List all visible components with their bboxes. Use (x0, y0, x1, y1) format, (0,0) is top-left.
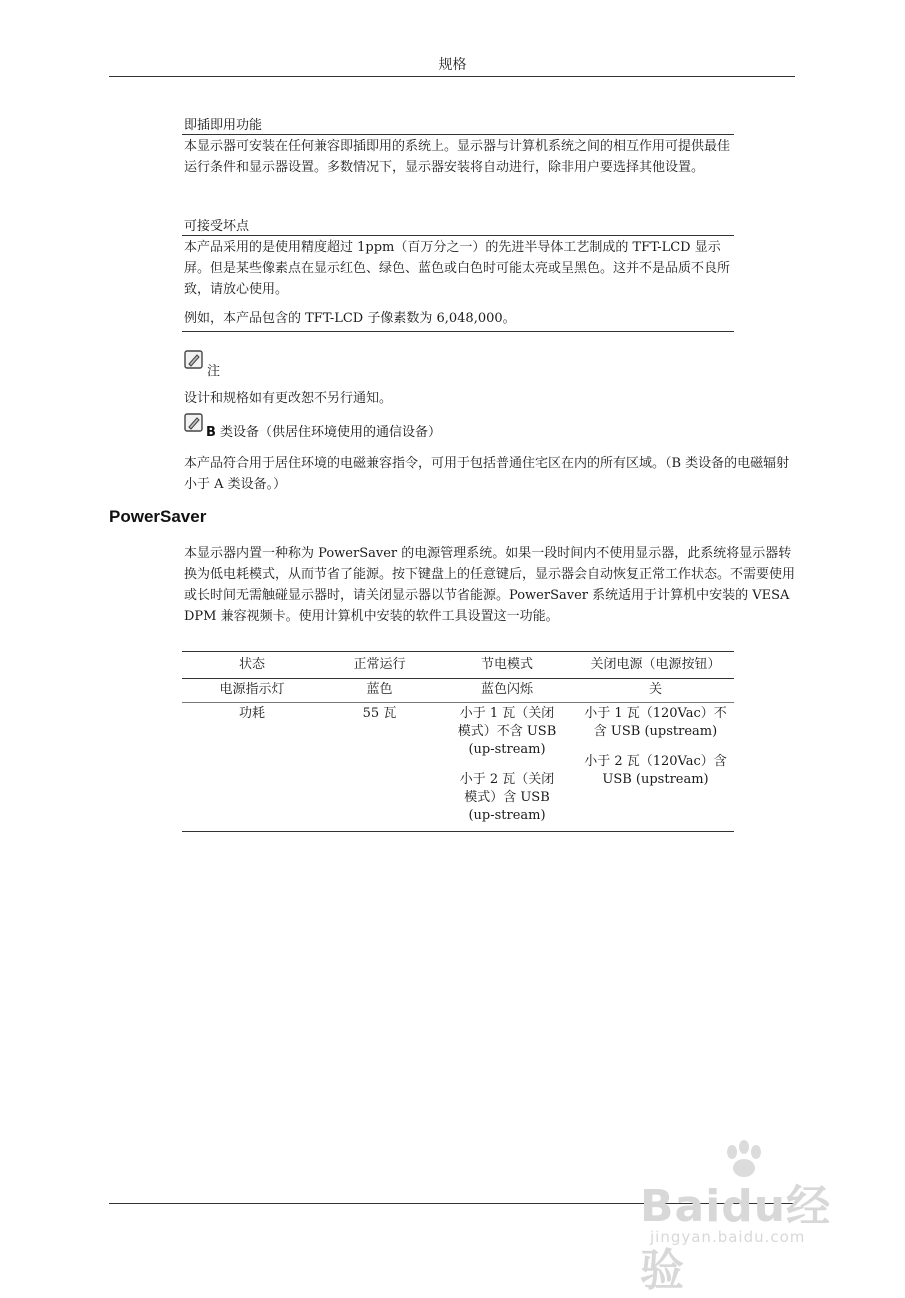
note-icon (184, 350, 204, 370)
section-rule (182, 331, 734, 332)
table-row (182, 703, 734, 832)
watermark-url: jingyan.baidu.com (650, 1228, 806, 1246)
section-rule (182, 134, 734, 135)
table-cell: 55 瓦 (322, 703, 437, 832)
class-b-device-title (206, 421, 441, 440)
table-header-cell: 关闭电源（电源按钮） (577, 652, 734, 679)
powersaver-title: PowerSaver (109, 507, 207, 526)
acceptable-dots-body: 本产品采用的是使用精度超过 1ppm（百万分之一）的先进半导体工艺制成的 TFT-LCD 显示屏。但是某些像素点在显示红色、绿色、蓝色或白色时可能太亮或呈黑色。这并不是品质不良所致，请放心使用。 (184, 240, 731, 297)
baidu-watermark (640, 1140, 870, 1296)
watermark-brand: Baidu经验 (640, 1181, 832, 1296)
acceptable-dots-title: 可接受坏点 (184, 219, 250, 234)
acceptable-dots-example: 例如，本产品包含的 TFT-LCD 子像素数为 6,048,000。 (184, 311, 516, 326)
table-cell: 电源指示灯 (182, 679, 322, 703)
plug-and-play-title: 即插即用功能 (184, 118, 263, 133)
power-table (182, 651, 734, 832)
class-b-label-rest: 类设备（供居住环境使用的通信设备） (215, 425, 442, 440)
note-label: 注 (207, 364, 221, 379)
table-cell: 关 (577, 679, 734, 703)
table-cell (437, 703, 577, 832)
note-body: 设计和规格如有更改恕不另行通知。 (184, 391, 393, 406)
section-rule (182, 235, 734, 236)
class-b-label-prefix: B (206, 425, 216, 440)
table-header-cell: 节电模式 (437, 652, 577, 679)
powersaver-body: 本显示器内置一种称为 PowerSaver 的电源管理系统。如果一段时间内不使用显示器，此系统将显示器转换为低电耗模式，从而节省了能源。按下键盘上的任意键后，显示器会自动恢复正常工作状态。不需要使用或长时间无需触碰显示器时，请关闭显示器以节省能源。PowerSaver 系统适用于计算机中安装的 VESA DPM 兼容视频卡。使用计算机中安装的软件工具设置这一功能。 (184, 546, 796, 624)
class-b-device-body: 本产品符合用于居住环境的电磁兼容指令，可用于包括普通住宅区在内的所有区域。（B 类设备的电磁辐射小于 A 类设备。） (184, 456, 790, 492)
table-cell: 蓝色闪烁 (437, 679, 577, 703)
table-row (182, 679, 734, 703)
table-cell: 功耗 (182, 703, 322, 832)
page-header-title: 规格 (438, 57, 467, 73)
power-off-value: 小于 2 瓦（120Vac）含 USB (upstream) (584, 754, 727, 787)
table-cell: 蓝色 (322, 679, 437, 703)
table-header-row (182, 652, 734, 679)
table-header-cell: 状态 (182, 652, 322, 679)
saving-mode-value: 小于 2 瓦（关闭模式）含 USB (up-stream) (459, 772, 555, 823)
table-header-cell: 正常运行 (322, 652, 437, 679)
note-icon (184, 413, 204, 433)
saving-mode-value: 小于 1 瓦（关闭模式）不含 USB (up-stream) (457, 706, 557, 757)
plug-and-play-body: 本显示器可安装在任何兼容即插即用的系统上。显示器与计算机系统之间的相互作用可提供最佳运行条件和显示器设置。多数情况下，显示器安装将自动进行，除非用户要选择其他设置。 (184, 139, 731, 175)
header-rule (109, 76, 795, 77)
table-cell (577, 703, 734, 832)
power-off-value: 小于 1 瓦（120Vac）不含 USB (upstream) (584, 706, 727, 739)
